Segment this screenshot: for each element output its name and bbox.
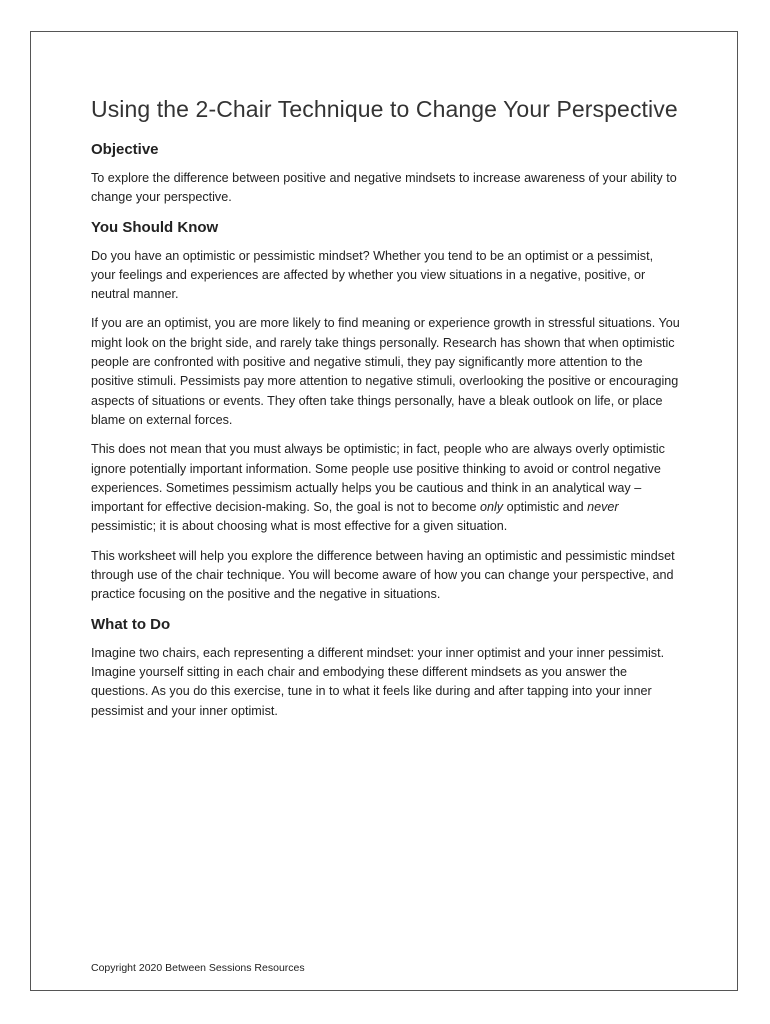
objective-heading: Objective xyxy=(91,141,159,158)
emphasis-only: only xyxy=(479,500,504,515)
should-know-paragraph-4: This worksheet will help you explore the difference between having an optimistic and pessimistic mindset through use of the chair technique. You will become aware of how you can change your perspective, and practice focusing on the positive and the negative in situations. xyxy=(91,548,675,602)
should-know-paragraph-3 xyxy=(91,440,681,536)
objective-paragraph: To explore the difference between positive and negative mindsets to increase awareness of your ability to change your perspective. xyxy=(91,171,677,205)
copyright-footer: Copyright 2020 Between Sessions Resources xyxy=(91,962,305,974)
paragraph-3-text-b: optimistic and xyxy=(503,500,588,515)
should-know-paragraph-1: Do you have an optimistic or pessimistic mindset? Whether you tend to be an optimist or a pessimist, your feelings and experiences are affected by whether you view situations in a negative, positive, or neutral manner. xyxy=(91,248,654,302)
emphasis-never: never xyxy=(587,500,619,515)
should-know-heading: You Should Know xyxy=(91,218,219,236)
document-title: Using the 2-Chair Technique to Change Your Perspective xyxy=(91,96,678,122)
paragraph-3-text-c: pessimistic; it is about choosing what is most effective for a given situation. xyxy=(91,519,508,534)
paragraph-3-text-a: This does not mean that you must always be optimistic; in fact, people who are always overly optimistic ignore potentially important information. Some people use positive thinking to avoid or control negative experiences. Sometimes pessimism actually helps you be cautious and think in an analytical way – important for effective decision-making. So, the goal is not to become xyxy=(91,442,665,515)
what-to-do-heading: What to Do xyxy=(91,615,171,633)
what-to-do-paragraph: Imagine two chairs, each representing a different mindset: your inner optimist and your inner pessimist. Imagine yourself sitting in each chair and embodying these different mindsets as you answer the questions. As you do this exercise, tune in to what it feels like during and after tapping into your inner pessimist and your inner optimist. xyxy=(91,645,665,718)
should-know-paragraph-2: If you are an optimist, you are more likely to find meaning or experience growth in stressful situations. You might look on the bright side, and rarely take things personally. Research has shown that when optimistic people are confronted with positive and negative stimuli, they pay significantly more attention to the positive stimuli. Pessimists pay more attention to negative stimuli, overlooking the positive or encouraging aspects of situations or events. They often take things personally, have a bleak outlook on life, or place blame on external forces. xyxy=(91,316,680,427)
document-body xyxy=(91,94,681,731)
